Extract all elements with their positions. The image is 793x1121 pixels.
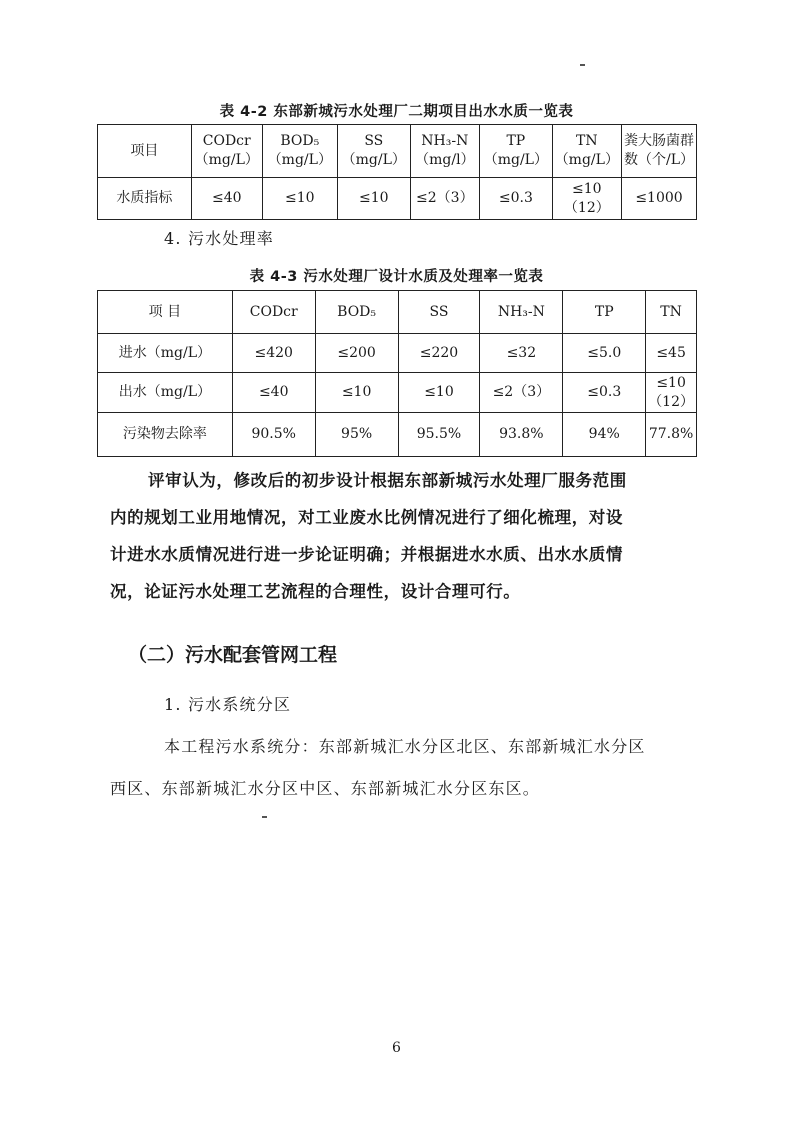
table-cell: ≤45 xyxy=(646,334,697,373)
table-4-3-caption: 表 4-3 污水处理厂设计水质及处理率一览表 xyxy=(249,269,544,285)
paragraph-line: 西区、东部新城汇水分区中区、东部新城汇水分区东区。 xyxy=(110,779,541,798)
header-cell: TP xyxy=(563,291,646,334)
paragraph-line: 本工程污水系统分：东部新城汇水分区北区、东部新城汇水分区 xyxy=(164,737,646,756)
header-cell: SS xyxy=(398,291,480,334)
table-cell: ≤2（3） xyxy=(410,178,479,220)
header-cell: CODcr xyxy=(232,291,315,334)
header-cell: TN xyxy=(646,291,697,334)
table-cell: 水质指标 xyxy=(98,178,192,220)
header-cell: 项 目 xyxy=(98,291,233,334)
section-heading: （二）污水配套管网工程 xyxy=(128,644,338,666)
table-cell: 出水（mg/L） xyxy=(98,373,233,413)
table-cell: ≤10（12） xyxy=(552,178,621,220)
review-line: 况，论证污水处理工艺流程的合理性，设计合理可行。 xyxy=(110,582,521,601)
table-row xyxy=(98,373,697,413)
table-cell: ≤10 xyxy=(315,373,398,413)
header-cell: BOD₅ xyxy=(315,291,398,334)
table-4-3 xyxy=(97,290,697,457)
table-cell: ≤10（12） xyxy=(646,373,697,413)
review-line: 内的规划工业用地情况，对工业废水比例情况进行了细化梳理，对设 xyxy=(110,508,623,527)
table-cell: ≤10 xyxy=(262,178,337,220)
table-4-2 xyxy=(97,124,697,220)
table-4-2-header-row xyxy=(98,125,697,178)
page-number: 6 xyxy=(392,1040,401,1056)
table-cell: ≤0.3 xyxy=(563,373,646,413)
review-line: 计进水水质情况进行进一步论证明确；并根据进水水质、出水水质情 xyxy=(110,545,623,564)
table-cell: ≤10 xyxy=(398,373,480,413)
scan-speck xyxy=(262,816,267,818)
header-cell: NH₃-N xyxy=(480,291,563,334)
table-cell: 90.5% xyxy=(232,413,315,457)
header-cell: BOD₅ （mg/L） xyxy=(262,125,337,178)
scan-speck xyxy=(580,64,585,66)
table-cell: ≤40 xyxy=(232,373,315,413)
header-cell: CODcr （mg/L） xyxy=(191,125,262,178)
table-cell: ≤32 xyxy=(480,334,563,373)
table-cell: 95.5% xyxy=(398,413,480,457)
subsection-heading: 1. 污水系统分区 xyxy=(164,695,292,714)
header-cell: TP （mg/L） xyxy=(480,125,553,178)
header-cell: TN （mg/L） xyxy=(552,125,621,178)
table-row xyxy=(98,334,697,373)
table-cell: ≤40 xyxy=(191,178,262,220)
header-cell: 项目 xyxy=(98,125,192,178)
table-cell: ≤2（3） xyxy=(480,373,563,413)
table-cell: 进水（mg/L） xyxy=(98,334,233,373)
header-cell: 粪大肠菌群 数（个/L） xyxy=(621,125,696,178)
table-cell: ≤1000 xyxy=(621,178,696,220)
table-cell: 94% xyxy=(563,413,646,457)
header-cell: SS （mg/L） xyxy=(337,125,410,178)
table-cell: 95% xyxy=(315,413,398,457)
review-line: 评审认为，修改后的初步设计根据东部新城污水处理厂服务范围 xyxy=(148,471,627,490)
section-4-heading: 4. 污水处理率 xyxy=(164,229,274,248)
table-cell: ≤220 xyxy=(398,334,480,373)
table-4-2-caption: 表 4-2 东部新城污水处理厂二期项目出水水质一览表 xyxy=(219,104,574,120)
table-cell: ≤200 xyxy=(315,334,398,373)
table-cell: ≤10 xyxy=(337,178,410,220)
header-cell: NH₃-N （mg/l） xyxy=(410,125,479,178)
table-row xyxy=(98,178,697,220)
table-cell: ≤0.3 xyxy=(480,178,553,220)
table-cell: ≤5.0 xyxy=(563,334,646,373)
table-row xyxy=(98,413,697,457)
table-cell: 77.8% xyxy=(646,413,697,457)
table-cell: 93.8% xyxy=(480,413,563,457)
table-cell: ≤420 xyxy=(232,334,315,373)
table-4-3-header-row xyxy=(98,291,697,334)
table-cell: 污染物去除率 xyxy=(98,413,233,457)
